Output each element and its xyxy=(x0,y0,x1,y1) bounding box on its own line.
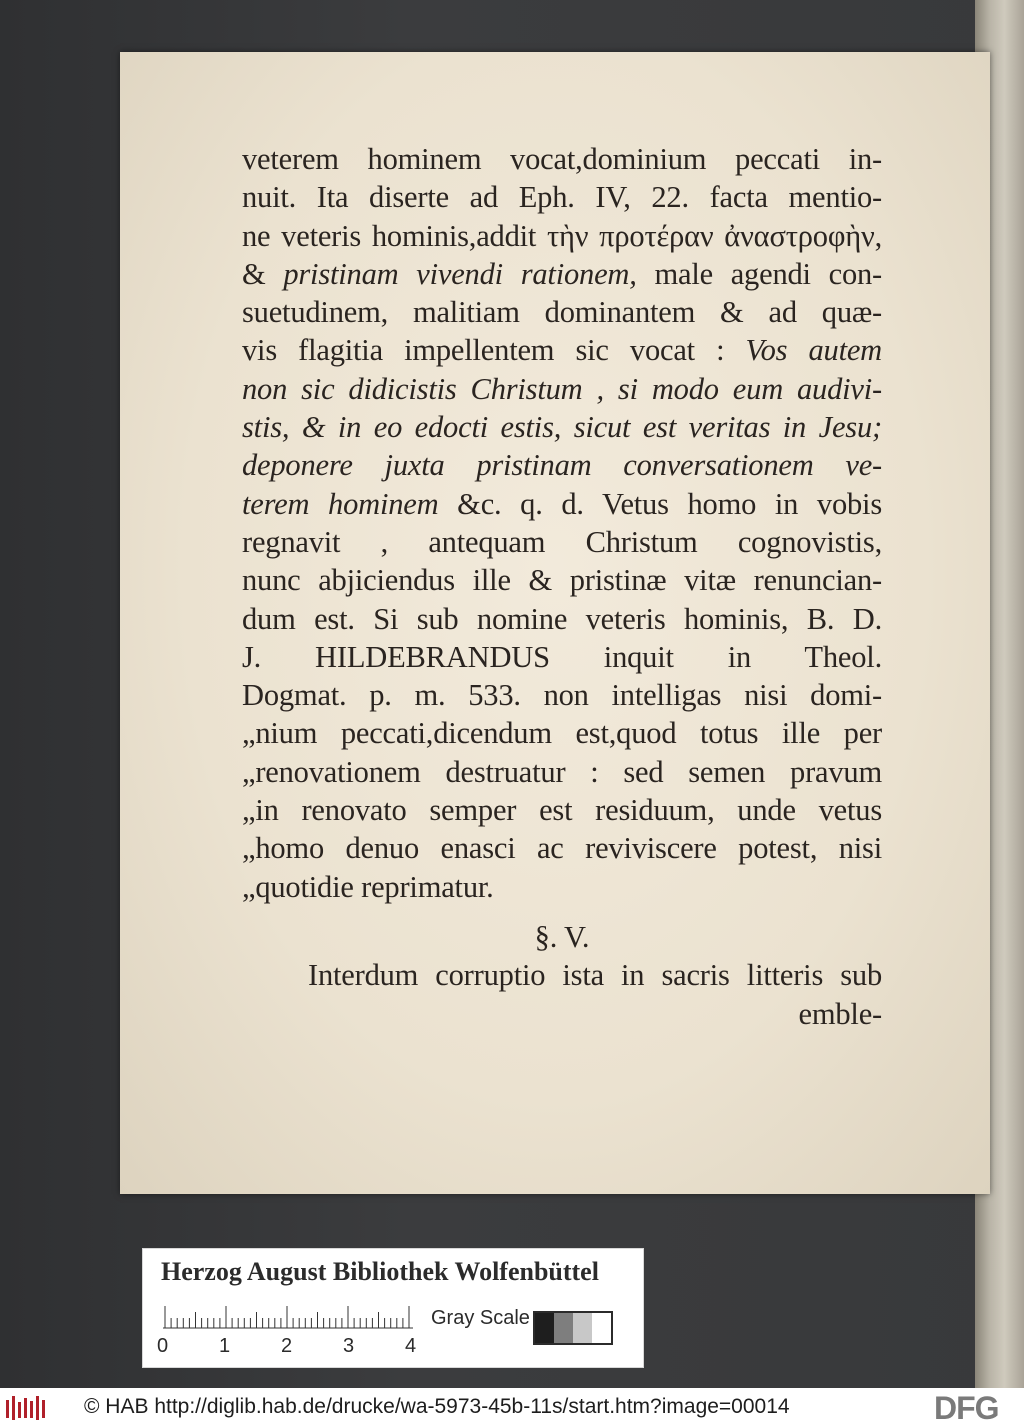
library-name: Herzog August Bibliothek Wolfenbüttel xyxy=(161,1257,599,1286)
text-line: nuit. Ita diserte ad Eph. IV, 22. facta mentio- xyxy=(242,180,882,215)
text-line: stis, & in eo edocti estis, sicut est veritas in Jesu; xyxy=(242,410,882,445)
ruler-number: 0 xyxy=(157,1335,169,1357)
text-line: Interdum corruptio ista in sacris litteris sub xyxy=(308,958,882,993)
gray-swatch xyxy=(573,1313,592,1343)
text-line xyxy=(242,331,882,369)
text-line: J. HILDEBRANDUS inquit in Theol. xyxy=(242,639,882,674)
text-run: male agendi con- xyxy=(636,256,883,291)
text-line xyxy=(242,255,882,293)
centimeter-ruler xyxy=(163,1305,413,1329)
ruler-number: 1 xyxy=(219,1335,231,1357)
viewer-footer xyxy=(0,1388,1024,1428)
text-line xyxy=(242,485,882,523)
dfg-logo: DFG xyxy=(934,1390,999,1426)
italic-run: terem hominem xyxy=(242,486,439,521)
text-line: „in renovato semper est residuum, unde vetus xyxy=(242,793,882,828)
text-line: regnavit , antequam Christum cognovistis, xyxy=(242,524,882,559)
text-run: vis flagitia impellentem sic vocat : xyxy=(242,333,746,368)
text-line: nunc abjiciendus ille & pristinæ vitæ renuncian- xyxy=(242,563,882,598)
text-line: ne veteris hominis,addit τὴν προτέραν ἀναστροφὴν, xyxy=(242,218,882,253)
text-run: & xyxy=(242,256,284,291)
source-url[interactable]: © HAB http://diglib.hab.de/drucke/wa-5973-45b-11s/start.htm?image=00014 xyxy=(84,1395,790,1418)
text-line: „nium peccati,dicendum est,quod totus ille per xyxy=(242,716,882,751)
gray-scale-label: Gray Scale xyxy=(431,1307,530,1329)
text-line: emble- xyxy=(798,996,882,1031)
text-line: veterem hominem vocat,dominium peccati in- xyxy=(242,142,882,176)
text-line: „renovationem destruatur : sed semen pravum xyxy=(242,754,882,789)
gray-swatch xyxy=(554,1313,573,1343)
gray-swatch xyxy=(535,1313,554,1343)
page-text xyxy=(242,140,882,1033)
ruler-number: 4 xyxy=(405,1335,417,1357)
library-label-card xyxy=(142,1248,644,1368)
text-line: „quotidie reprimatur. xyxy=(242,869,494,904)
text-line: „homo denuo enasci ac reviviscere potest, nisi xyxy=(242,831,882,866)
italic-run: pristinam vivendi rationem, xyxy=(283,256,637,291)
gray-swatch xyxy=(592,1313,611,1343)
text-line: Dogmat. p. m. 533. non intelligas nisi domi- xyxy=(242,678,882,713)
text-line: suetudinem, malitiam dominantem & ad quæ- xyxy=(242,295,882,330)
ruler-number: 2 xyxy=(281,1335,293,1357)
ruler-number: 3 xyxy=(343,1335,355,1357)
text-line: non sic didicistis Christum , si modo eum audivi- xyxy=(242,371,882,406)
text-line: §. V. xyxy=(534,919,590,954)
text-line: deponere juxta pristinam conversationem ve- xyxy=(242,448,882,483)
italic-run: Vos autem xyxy=(745,333,883,368)
hab-logo-icon xyxy=(6,1396,46,1420)
text-line: dum est. Si sub nomine veteris hominis, B. D. xyxy=(242,601,882,636)
text-run: &c. q. d. Vetus homo in vobis xyxy=(438,486,883,521)
gray-scale-swatches xyxy=(533,1311,613,1345)
